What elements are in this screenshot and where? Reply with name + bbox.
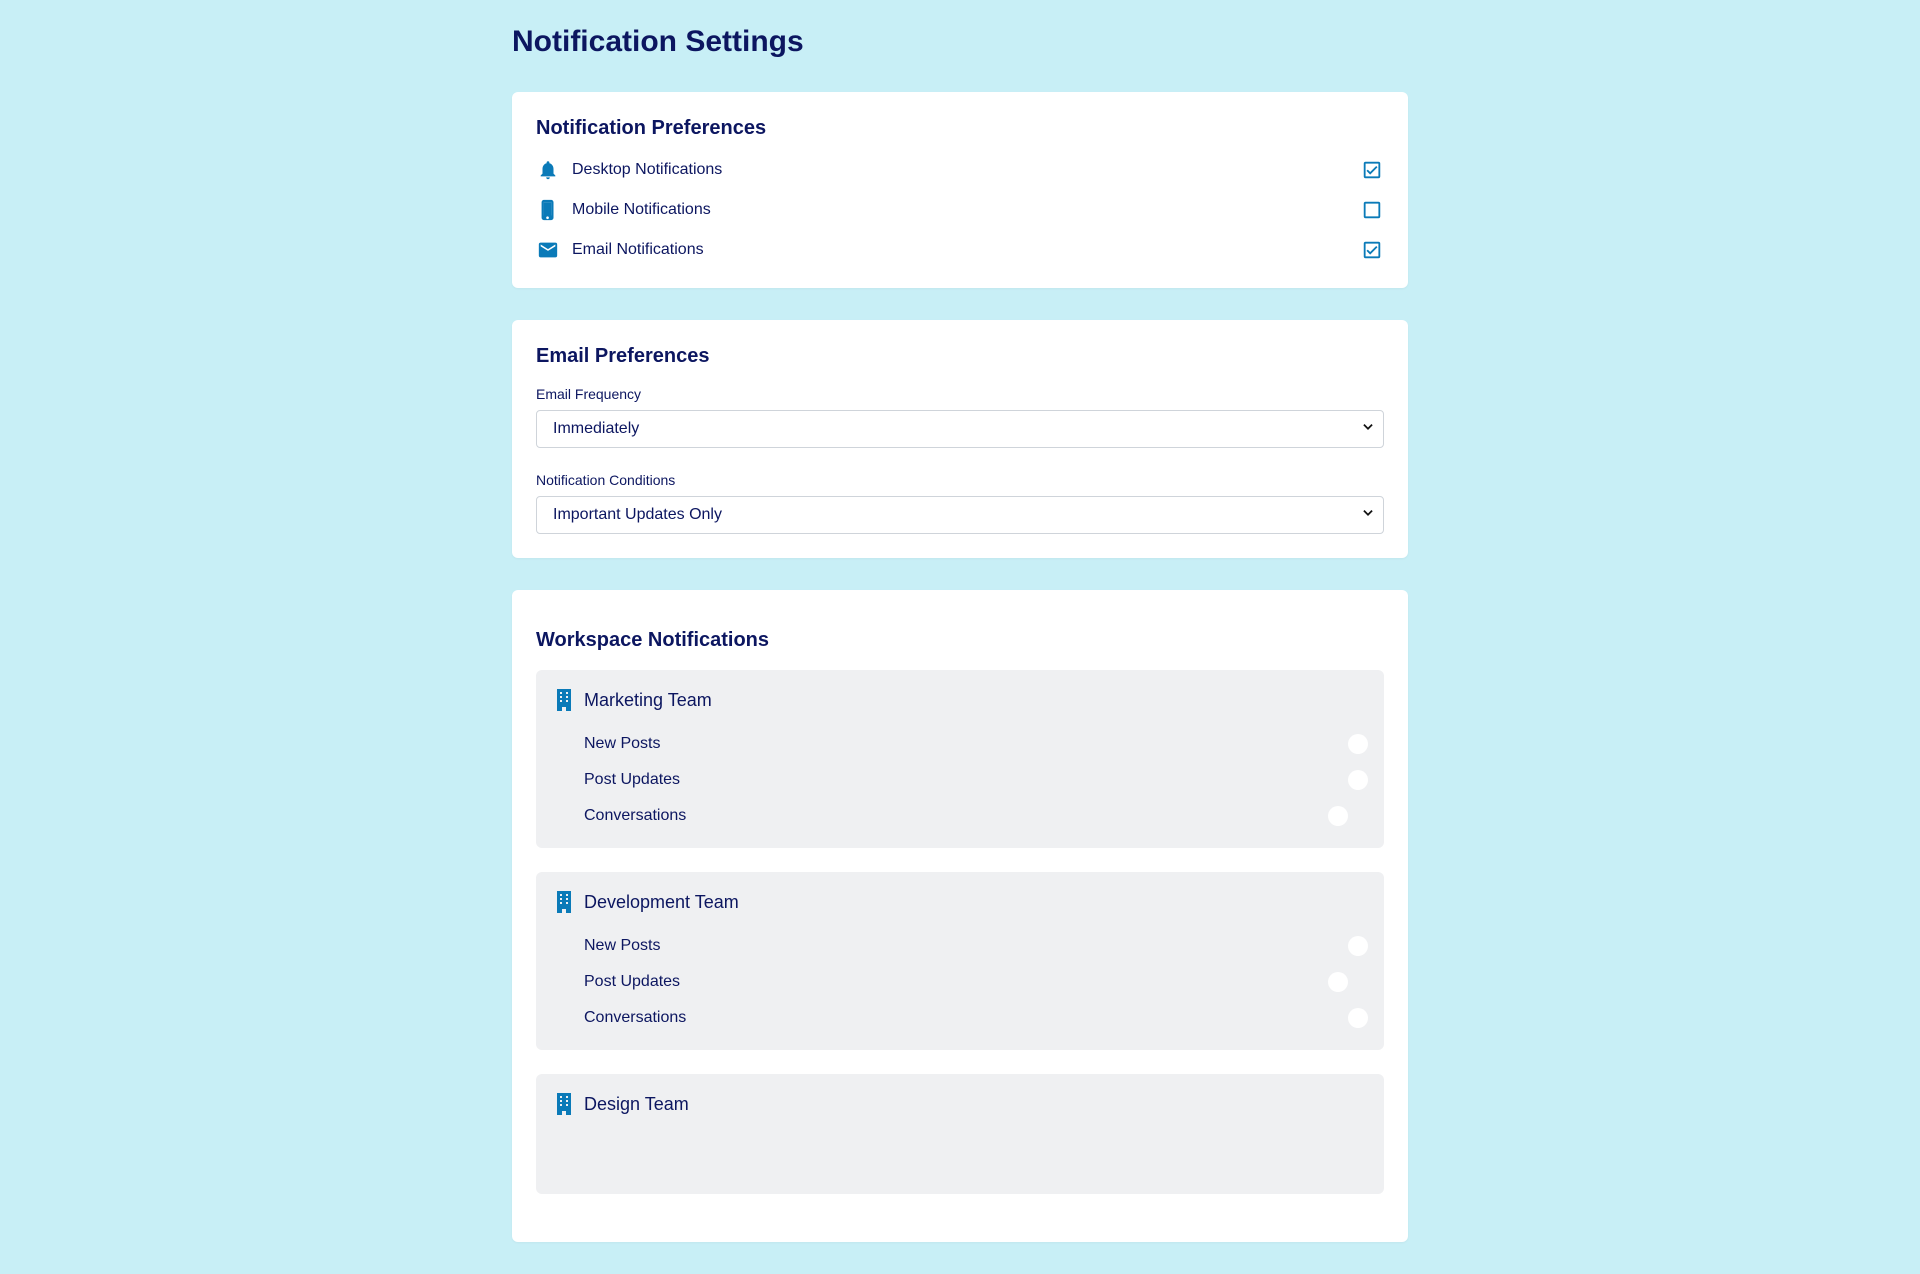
email-preferences-card	[512, 320, 1408, 558]
team-header	[552, 686, 1368, 714]
team-setting-row	[552, 762, 1368, 798]
pref-row-mobile	[536, 190, 1384, 230]
team-header	[552, 888, 1368, 916]
building-icon	[552, 1092, 576, 1116]
marketing-conversations-toggle[interactable]	[1328, 805, 1368, 827]
team-setting-row	[552, 726, 1368, 762]
team-setting-label: Conversations	[584, 1009, 687, 1026]
team-setting-row	[552, 1000, 1368, 1036]
marketing-new-posts-toggle[interactable]	[1328, 733, 1368, 755]
pref-row-desktop	[536, 150, 1384, 190]
email-frequency-value: Immediately	[553, 420, 640, 437]
development-new-posts-toggle[interactable]	[1328, 935, 1368, 957]
email-frequency-label: Email Frequency	[536, 386, 642, 402]
marketing-post-updates-toggle[interactable]	[1328, 769, 1368, 791]
team-name: Development Team	[584, 891, 739, 912]
pref-label-mobile: Mobile Notifications	[572, 201, 711, 218]
workspace-notifications-title: Workspace Notifications	[536, 629, 770, 651]
email-notifications-checkbox[interactable]	[1360, 238, 1384, 262]
toggle-knob	[1348, 770, 1368, 790]
team-setting-row	[552, 928, 1368, 964]
team-name: Marketing Team	[584, 689, 712, 710]
bell-icon	[536, 158, 560, 182]
building-icon	[552, 688, 576, 712]
toggle-knob	[1328, 972, 1348, 992]
building-icon	[552, 890, 576, 914]
toggle-knob	[1348, 936, 1368, 956]
team-setting-label: New Posts	[584, 735, 661, 752]
mobile-phone-icon	[536, 198, 560, 222]
team-setting-label: Conversations	[584, 807, 687, 824]
desktop-notifications-checkbox[interactable]	[1360, 158, 1384, 182]
pref-label-email: Email Notifications	[572, 241, 704, 258]
team-setting-row	[552, 798, 1368, 834]
envelope-icon	[536, 238, 560, 262]
team-card-development	[536, 872, 1384, 1050]
notification-conditions-label: Notification Conditions	[536, 472, 676, 488]
development-post-updates-toggle[interactable]	[1328, 971, 1368, 993]
workspace-notifications-card	[512, 590, 1408, 1242]
team-card-marketing	[536, 670, 1384, 848]
page-title: Notification Settings	[512, 25, 804, 58]
team-setting-label: New Posts	[584, 937, 661, 954]
toggle-knob	[1328, 806, 1348, 826]
team-card-design	[536, 1074, 1384, 1194]
team-setting-label: Post Updates	[584, 973, 681, 990]
chevron-down-icon	[1361, 506, 1375, 525]
development-conversations-toggle[interactable]	[1328, 1007, 1368, 1029]
email-preferences-title: Email Preferences	[536, 345, 710, 367]
notification-conditions-value: Important Updates Only	[553, 506, 722, 523]
notification-preferences-title: Notification Preferences	[536, 117, 767, 139]
email-frequency-select[interactable]	[536, 410, 1384, 448]
toggle-knob	[1348, 734, 1368, 754]
chevron-down-icon	[1361, 420, 1375, 439]
notification-conditions-select[interactable]	[536, 496, 1384, 534]
pref-row-email	[536, 230, 1384, 270]
mobile-notifications-checkbox[interactable]	[1360, 198, 1384, 222]
team-setting-row	[552, 964, 1368, 1000]
pref-label-desktop: Desktop Notifications	[572, 161, 723, 178]
toggle-knob	[1348, 1008, 1368, 1028]
team-name: Design Team	[584, 1093, 689, 1114]
settings-page	[512, 0, 1408, 1274]
team-header	[552, 1090, 1368, 1118]
notification-preferences-card	[512, 92, 1408, 288]
team-setting-label: Post Updates	[584, 771, 681, 788]
